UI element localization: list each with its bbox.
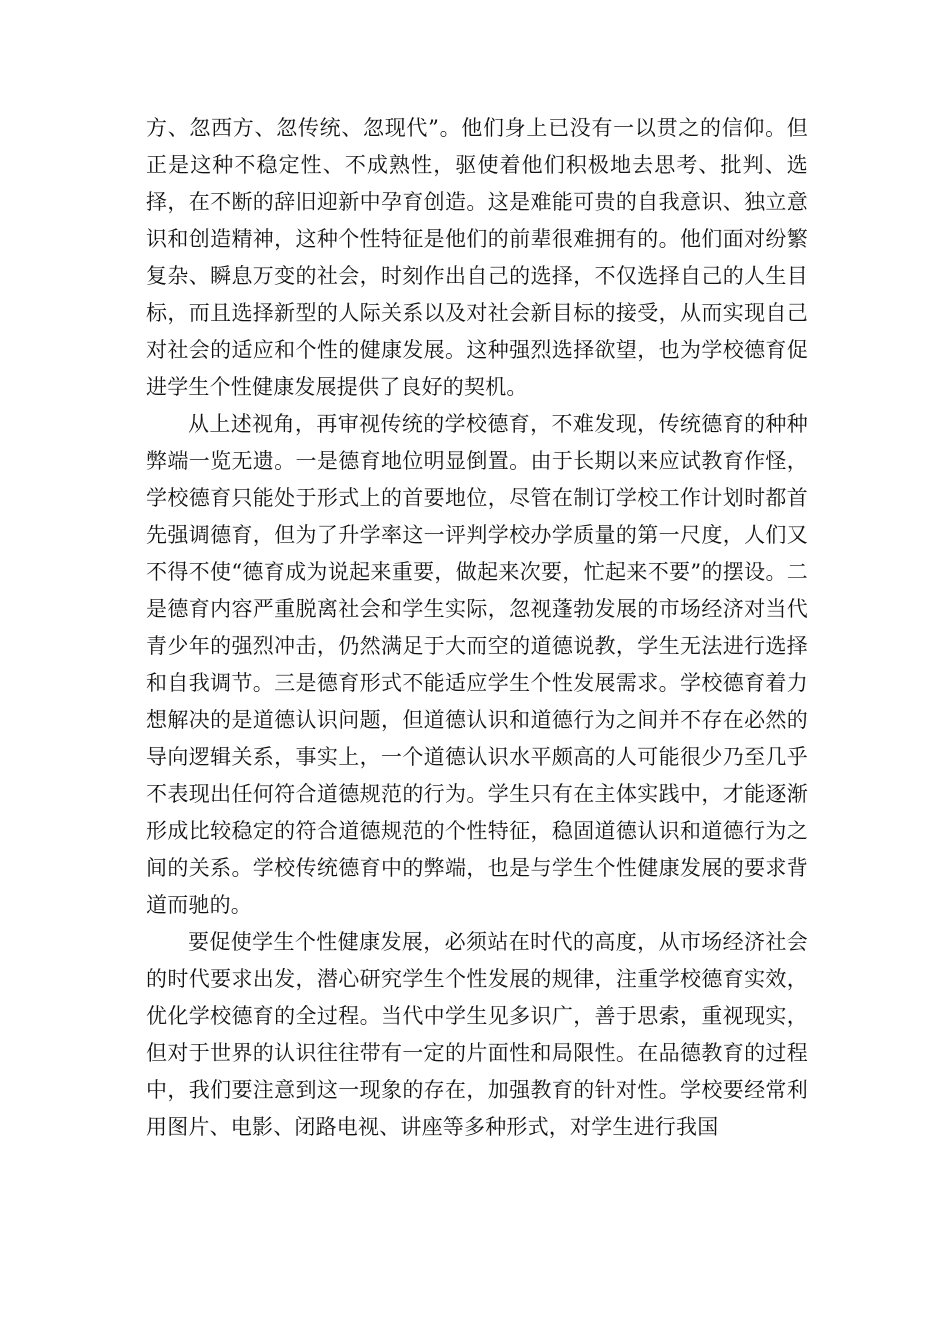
body-text [146,110,808,1146]
paragraph-1: 方、忽西方、忽传统、忽现代”。他们身上已没有一以贯之的信仰。但正是这种不稳定性、不成熟性，驱使着他们积极地去思考、批判、选择，在不断的辞旧迎新中孕育创造。这是难能可贵的自我意识、独立意识和创造精神，这种个性特征是他们的前辈很难拥有的。他们面对纷繁复杂、瞬息万变的社会，时刻作出自己的选择，不仅选择自己的人生目标，而且选择新型的人际关系以及对社会新目标的接受，从而实现自己对社会的适应和个性的健康发展。这种强烈选择欲望，也为学校德育促进学生个性健康发展提供了良好的契机。 [146,116,808,399]
paragraph-2: 从上述视角，再审视传统的学校德育，不难发现，传统德育的种种弊端一览无遗。一是德育地位明显倒置。由于长期以来应试教育作怪，学校德育只能处于形式上的首要地位，尽管在制订学校工作计划时都首先强调德育，但为了升学率这一评判学校办学质量的第一尺度，人们又不得不使“德育成为说起来重要，做起来次要，忙起来不要”的摆设。二是德育内容严重脱离社会和学生实际，忽视蓬勃发展的市场经济对当代青少年的强烈冲击，仍然满足于大而空的道德说教，学生无法进行选择和自我调节。三是德育形式不能适应学生个性发展需求。学校德育着力想解决的是道德认识问题，但道德认识和道德行为之间并不存在必然的导向逻辑关系，事实上，一个道德认识水平颇高的人可能很少乃至几乎不表现出任何符合道德规范的行为。学生只有在主体实践中，才能逐渐形成比较稳定的符合道德规范的个性特征，稳固道德认识和道德行为之间的关系。学校传统德育中的弊端，也是与学生个性健康发展的要求背道而驰的。 [146,412,808,917]
paragraph-3: 要促使学生个性健康发展，必须站在时代的高度，从市场经济社会的时代要求出发，潜心研究学生个性发展的规律，注重学校德育实效，优化学校德育的全过程。当代中学生见多识广，善于思索，重视现实，但对于世界的认识往往带有一定的片面性和局限性。在品德教育的过程中，我们要注意到这一现象的存在，加强教育的针对性。学校要经常利用图片、电影、闭路电视、讲座等多种形式，对学生进行我国 [146,930,808,1139]
